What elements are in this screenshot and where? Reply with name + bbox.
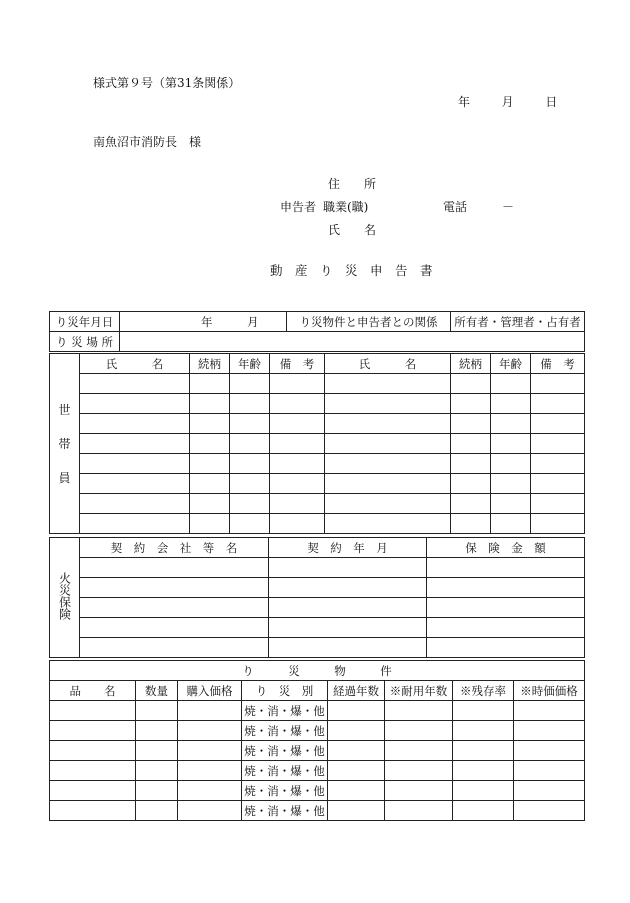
table-row	[50, 801, 585, 821]
relation-label: り災物件と申告者との関係	[287, 312, 451, 332]
addressee: 南魚沼市消防長 様	[93, 135, 202, 149]
table-row	[50, 394, 585, 414]
table-row	[50, 454, 585, 474]
fire-date-label: り災年月日	[50, 312, 120, 332]
fire-date-field[interactable]	[120, 312, 287, 332]
col-note: 備 考	[270, 354, 325, 374]
insurance-label-text: 火災保険	[57, 572, 72, 620]
col-damage-type: り 災 別	[242, 681, 328, 701]
col-contract-date: 契 約 年 月	[269, 538, 427, 558]
col-residual-rate: ※残存率	[453, 681, 514, 701]
table-row	[50, 761, 585, 781]
insurance-table	[49, 537, 585, 658]
form-number: 様式第９号（第31条関係）	[93, 76, 241, 90]
phone-dash: －	[502, 200, 515, 214]
insurance-section-label	[50, 538, 80, 658]
header-date	[458, 93, 557, 110]
damage-options[interactable]: 焼・消・爆・他	[242, 761, 328, 781]
table-row	[50, 374, 585, 394]
col-item: 品 名	[50, 681, 136, 701]
fire-date-year: 年	[201, 314, 213, 329]
col-insured-amount: 保 険 金 額	[427, 538, 585, 558]
household-char-3: 員	[58, 470, 71, 485]
occupation-label: 職業(職)	[323, 200, 369, 214]
phone-label: 電話	[443, 200, 468, 214]
col-company: 契 約 会 社 等 名	[80, 538, 269, 558]
col-note-2: 備 考	[531, 354, 585, 374]
table-row	[50, 721, 585, 741]
property-table	[49, 660, 585, 821]
damage-options[interactable]: 焼・消・爆・他	[242, 721, 328, 741]
fire-place-label: り 災 場 所	[50, 332, 120, 352]
household-section-label	[50, 354, 80, 534]
col-age: 年齢	[230, 354, 270, 374]
property-section-title: り 災 物 件	[50, 661, 585, 681]
col-qty: 数量	[136, 681, 178, 701]
table-row	[50, 781, 585, 801]
col-age-2: 年齢	[491, 354, 531, 374]
damage-options[interactable]: 焼・消・爆・他	[242, 781, 328, 801]
header-date-year: 年	[458, 95, 471, 109]
table-row	[50, 578, 585, 598]
col-useful-life: ※耐用年数	[385, 681, 453, 701]
header-date-day: 日	[545, 95, 558, 109]
damage-options[interactable]: 焼・消・爆・他	[242, 801, 328, 821]
table-row	[50, 434, 585, 454]
table-row	[50, 494, 585, 514]
col-relation: 続柄	[190, 354, 230, 374]
col-name: 氏 名	[80, 354, 190, 374]
document-title: 動 産 り 災 申 告 書	[270, 263, 433, 278]
name-label: 氏 名	[328, 223, 377, 237]
fire-info-table	[49, 311, 585, 352]
fire-place-field[interactable]	[120, 332, 585, 352]
col-price: 購入価格	[178, 681, 242, 701]
table-row	[50, 558, 585, 578]
declarant-label: 申告者	[280, 200, 317, 214]
table-row	[50, 638, 585, 658]
household-char-2: 帯	[58, 436, 71, 451]
table-row	[50, 741, 585, 761]
relation-options[interactable]: 所有者・管理者・占有者	[451, 312, 585, 332]
household-char-1: 世	[58, 402, 71, 417]
damage-options[interactable]: 焼・消・爆・他	[242, 701, 328, 721]
table-row	[50, 618, 585, 638]
household-table	[49, 353, 585, 534]
damage-options[interactable]: 焼・消・爆・他	[242, 741, 328, 761]
col-relation-2: 続柄	[451, 354, 491, 374]
header-date-month: 月	[501, 95, 514, 109]
table-row	[50, 474, 585, 494]
table-row	[50, 414, 585, 434]
col-years-elapsed: 経過年数	[328, 681, 385, 701]
col-name-2: 氏 名	[325, 354, 451, 374]
col-market-value: ※時価価格	[514, 681, 585, 701]
table-row	[50, 514, 585, 534]
table-row	[50, 701, 585, 721]
table-row	[50, 598, 585, 618]
address-label: 住 所	[328, 177, 377, 191]
fire-date-month: 月	[247, 314, 259, 329]
